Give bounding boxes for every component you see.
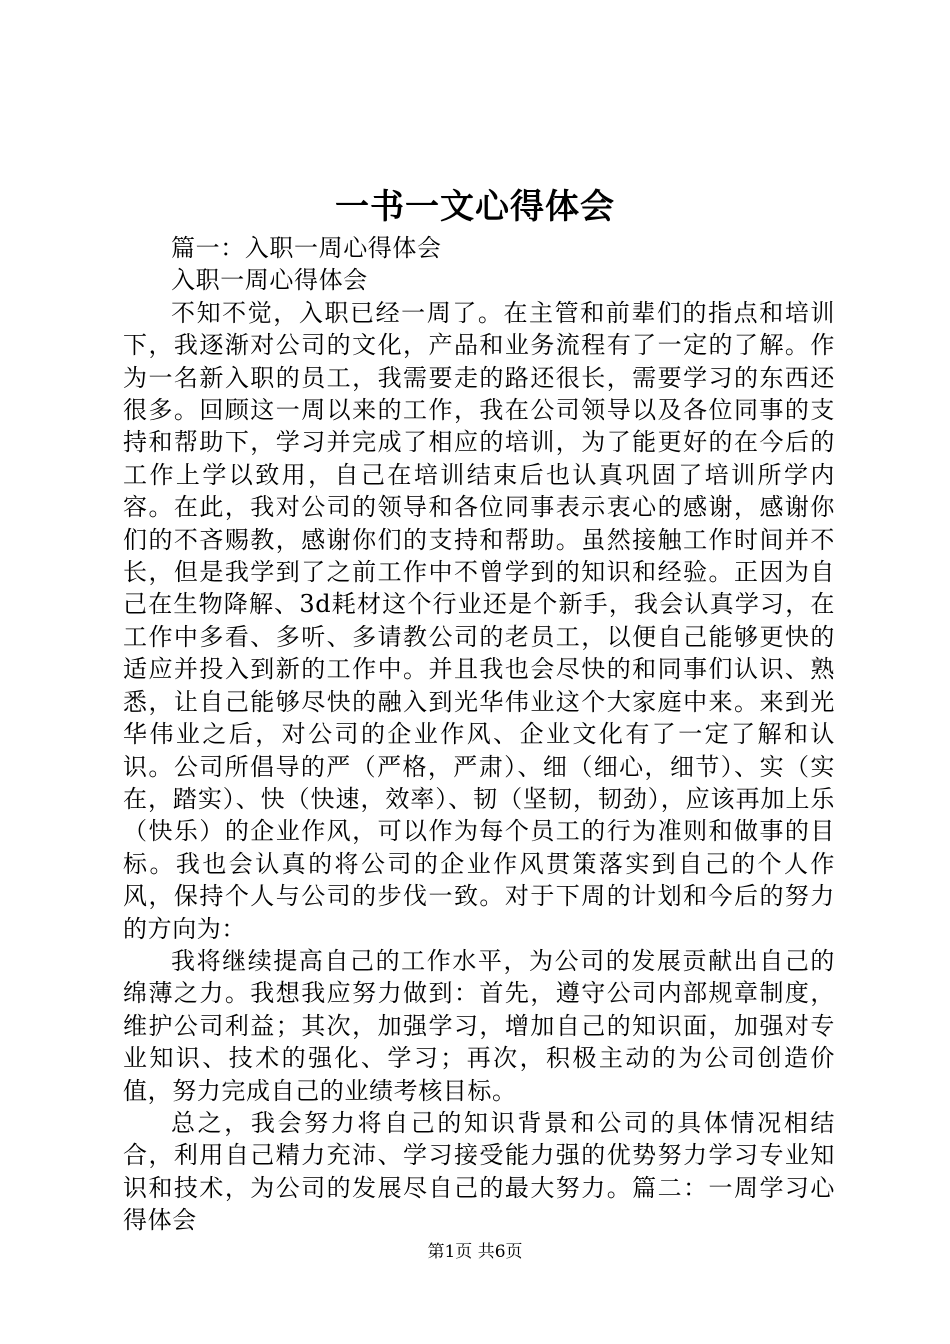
document-title: 一书一文心得体会 <box>335 187 615 227</box>
section-heading: 篇一：入职一周心得体会 <box>171 234 442 262</box>
document-body <box>123 232 835 1237</box>
article-subtitle: 入职一周心得体会 <box>171 266 368 295</box>
body-paragraph: 总之，我会努力将自己的知识背景和公司的具体情况相结合，利用自己精力充沛、学习接受能力强的优势努力学习专业知识和技术，为公司的发展尽自己的最大努力。篇二：一周学习心得体会 <box>123 1108 835 1235</box>
page-number-footer: 第1页 共6页 <box>427 1242 523 1262</box>
body-paragraph: 不知不觉，入职已经一周了。在主管和前辈们的指点和培训下，我逐渐对公司的文化，产品和业务流程有了一定的了解。作为一名新入职的员工，我需要走的路还很长，需要学习的东西还很多。回顾这一周以来的工作，我在公司领导以及各位同事的支持和帮助下，学习并完成了相应的培训，为了能更好的在今后的工作上学以致用，自己在培训结束后也认真巩固了培训所学内容。在此，我对公司的领导和各位同事表示衷心的感谢，感谢你们的不吝赐教，感谢你们的支持和帮助。虽然接触工作时间并不长，但是我学到了之前工作中不曾学到的知识和经验。正因为自己在生物降解、3d耗材这个行业还是个新手，我会认真学习，在工作中多看、多听、多请教公司的老员工，以便自己能够更快的适应并投入到新的工作中。并且我也会尽快的和同事们认识、熟悉，让自己能够尽快的融入到光华伟业这个大家庭中来。来到光华伟业之后，对公司的企业作风、企业文化有了一定了解和认识。公司所倡导的严（严格，严肃）、细（细心，细节）、实（实在，踏实）、快（快速，效率）、韧（坚韧，韧劲），应该再加上乐（快乐）的企业作风，可以作为每个员工的行为准则和做事的目标。我也会认真的将公司的企业作风贯策落实到自己的个人作风，保持个人与公司的步伐一致。对于下周的计划和今后的努力的方向为： <box>123 298 835 943</box>
body-paragraph: 我将继续提高自己的工作水平，为公司的发展贡献出自己的绵薄之力。我想我应努力做到：首先，遵守公司内部规章制度，维护公司利益；其次，加强学习，增加自己的知识面，加强对专业知识、技术的强化、学习；再次，积极主动的为公司创造价值，努力完成自己的业绩考核目标。 <box>123 946 835 1105</box>
